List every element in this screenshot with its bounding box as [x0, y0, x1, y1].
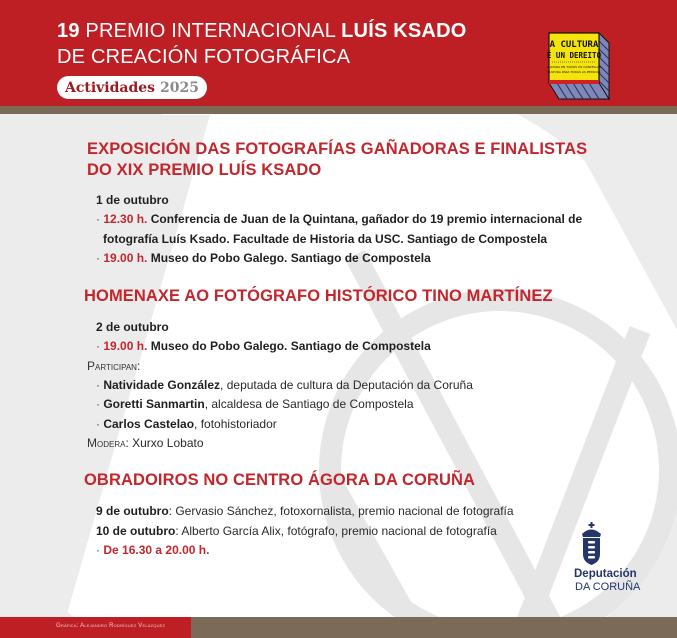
event-description: Museo do Pobo Galego. Santiago de Compostela [150, 251, 431, 265]
moderator-name: Xurxo Lobato [128, 436, 204, 450]
section-title-exhibition: EXPOSICIÓN DAS FOTOGRAFÍAS GAÑADORAS E FINALISTAS [87, 140, 588, 158]
edition-number: 19 [57, 20, 80, 42]
svg-text:CULTURA EN TODOS OS CONCELLOS: CULTURA EN TODOS OS CONCELLOS [547, 65, 602, 69]
institution-name: Deputación [574, 568, 637, 580]
event-date: 2 de outubro [96, 320, 169, 334]
participant-name: Goretti Sanmartin [103, 397, 205, 411]
bullet: · [96, 212, 104, 226]
workshop-description: : Gervasio Sánchez, fotoxornalista, premio nacional de fotografía [168, 504, 514, 518]
section-title-exhibition-line2: DO XIX PREMIO LUÍS KSADO [87, 161, 322, 179]
event-description: Conferencia de Juan de la Quintana, gañador do 19 premio internacional de [150, 212, 583, 226]
svg-text:A CULTURA: A CULTURA [549, 40, 599, 50]
workshop-description: : Alberto García Alix, fotógrafo, premio nacional de fotografía [175, 524, 497, 538]
participant-item [96, 396, 414, 412]
bullet: · [96, 251, 104, 265]
participant-role: , fotohistoriador [194, 417, 277, 431]
event-time: 19.00 h. [103, 339, 148, 353]
participant-item [96, 377, 473, 393]
workshop-item [96, 523, 497, 539]
event-item [96, 211, 582, 227]
institution-location: DA CORUÑA [575, 581, 641, 593]
participants-label: Participan: [87, 359, 141, 373]
section-title-workshops: OBRADOIROS NO CENTRO ÁGORA DA CORUÑA [84, 471, 476, 489]
moderator-label: Modera: [87, 436, 129, 450]
event-description: Museo do Pobo Galego. Santiago de Compostela [150, 339, 431, 353]
participant-name: Carlos Castelao [103, 417, 195, 431]
event-date: 1 de outubro [96, 193, 169, 207]
workshop-schedule [96, 542, 209, 558]
workshop-date: 10 de outubro [96, 524, 176, 538]
participant-role: , alcaldesa de Santiago de Compostela [204, 397, 414, 411]
schedule-time: De 16.30 a 20.00 h. [103, 543, 210, 557]
design-credit: Gráfica: Alejandro Rodríguez Velázquez [56, 623, 166, 629]
event-time: 12.30 h. [103, 212, 148, 226]
participant-name: Natividade González [103, 378, 221, 392]
activities-year: 2025 [160, 79, 200, 96]
event-item [96, 338, 431, 354]
title-regular-text: PREMIO INTERNACIONAL [79, 20, 342, 42]
workshop-date: 9 de outubro [96, 504, 169, 518]
event-description-continued: fotografía Luís Ksado. Facultade de Historia da USC. Santiago de Compostela [103, 232, 548, 246]
participant-role: , deputada de cultura da Deputación da Coruña [220, 378, 473, 392]
activities-label: Actividades [64, 79, 156, 96]
participant-item [96, 416, 277, 432]
svg-text:É UN DEREITO: É UN DEREITO [547, 51, 602, 60]
event-subtitle: DE CREACIÓN FOTOGRÁFICA [57, 46, 351, 68]
svg-text:CULTURA PARA TODAS AS PERSOAS: CULTURA PARA TODAS AS PERSOAS [547, 70, 601, 74]
title-award-name: LUÍS KSADO [341, 20, 467, 42]
event-item [96, 250, 431, 266]
workshop-item [96, 503, 514, 519]
bullet: · [96, 378, 104, 392]
moderator-line [87, 435, 204, 451]
bullet: · [96, 417, 104, 431]
bullet: · [96, 543, 104, 557]
bullet: · [96, 397, 104, 411]
bullet: · [96, 339, 104, 353]
section-title-homage: HOMENAXE AO FOTÓGRAFO HISTÓRICO TINO MARTÍNEZ [84, 287, 553, 305]
event-time: 19.00 h. [103, 251, 148, 265]
